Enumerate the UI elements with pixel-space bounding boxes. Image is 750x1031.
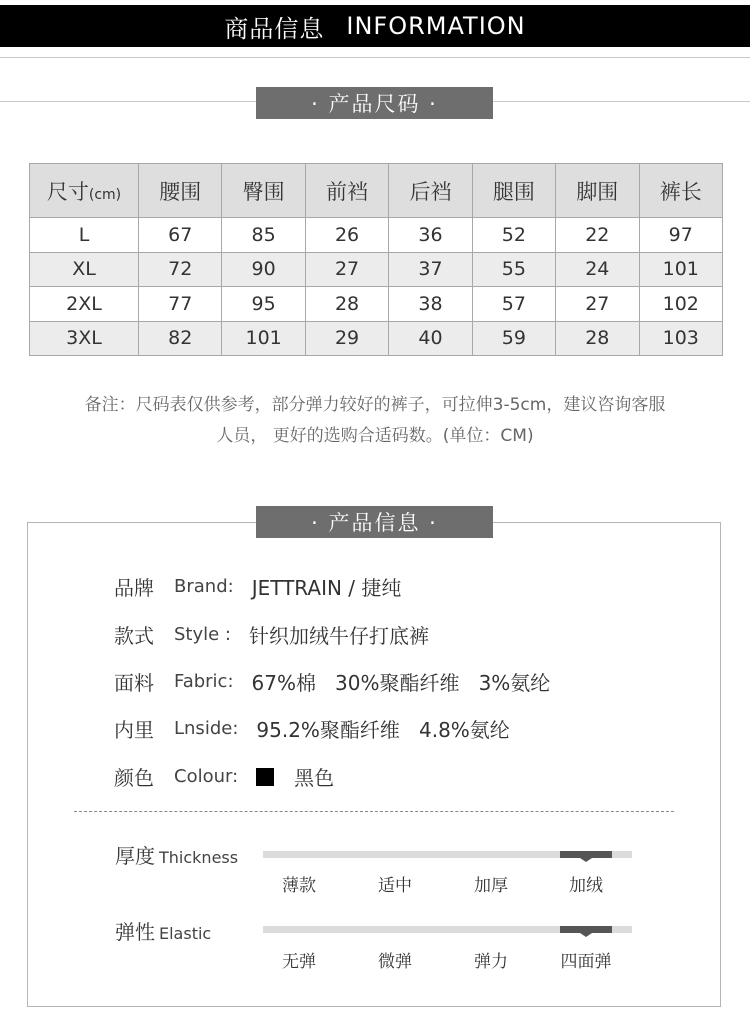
- table-cell: 38: [389, 287, 472, 322]
- table-cell: 101: [639, 252, 722, 287]
- size-note: [30, 390, 720, 452]
- size-header-cell: 尺寸(cm): [30, 164, 139, 218]
- column-header: 腿围: [472, 164, 555, 218]
- thickness-track: [263, 851, 632, 858]
- info-value: 95.2%聚酯纤维 4.8%氨纶: [256, 718, 510, 742]
- table-cell: 27: [305, 252, 388, 287]
- table-row: [30, 287, 723, 322]
- size-note-line: 备注：尺码表仅供参考，部分弹力较好的裤子，可拉伸3-5cm，建议咨询客服: [84, 395, 666, 415]
- table-cell: 28: [556, 321, 639, 356]
- table-cell: 82: [139, 321, 222, 356]
- colour-swatch: [256, 768, 274, 786]
- banner-title-en: INFORMATION: [346, 12, 526, 40]
- elastic-indicator: [560, 926, 612, 933]
- thickness-indicator: [560, 851, 612, 858]
- info-label-en: Style :: [174, 624, 231, 645]
- info-row-fabric: [114, 667, 550, 696]
- table-cell: 72: [139, 252, 222, 287]
- table-cell: 24: [556, 252, 639, 287]
- info-row-colour: [114, 762, 334, 791]
- elastic-option: 微弹: [378, 952, 412, 972]
- table-cell: 57: [472, 287, 555, 322]
- thickness-option: 加厚: [474, 876, 508, 896]
- table-cell: 102: [639, 287, 722, 322]
- table-cell: 90: [222, 252, 305, 287]
- table-cell: 67: [139, 218, 222, 253]
- table-cell: 37: [389, 252, 472, 287]
- table-cell: 22: [556, 218, 639, 253]
- info-value: 67%棉 30%聚酯纤维 3%氨纶: [251, 671, 551, 695]
- info-value: 针织加绒牛仔打底裤: [249, 624, 429, 648]
- table-cell: 40: [389, 321, 472, 356]
- column-header: 前裆: [305, 164, 388, 218]
- info-row-style: [114, 620, 429, 649]
- info-label-en: Lnside:: [174, 718, 239, 739]
- info-value: JETTRAIN / 捷纯: [251, 576, 402, 600]
- dashed-divider: [74, 811, 674, 812]
- elastic-label: 弹性 Elastic: [115, 920, 212, 944]
- info-label: 款式: [114, 624, 154, 648]
- elastic-track: [263, 926, 632, 933]
- column-header: 臀围: [222, 164, 305, 218]
- elastic-option: 弹力: [474, 952, 508, 972]
- size-table: [29, 163, 723, 356]
- table-cell: 103: [639, 321, 722, 356]
- table-row: [30, 321, 723, 356]
- thickness-option: 适中: [378, 876, 412, 896]
- table-cell: 95: [222, 287, 305, 322]
- table-cell: 28: [305, 287, 388, 322]
- table-cell: 29: [305, 321, 388, 356]
- table-cell: 101: [222, 321, 305, 356]
- table-cell: 36: [389, 218, 472, 253]
- table-cell: 26: [305, 218, 388, 253]
- info-label: 面料: [114, 671, 154, 695]
- info-label-en: Fabric:: [174, 671, 234, 692]
- size-cell: 2XL: [30, 287, 139, 322]
- thickness-option: 加绒: [569, 876, 603, 896]
- size-cell: L: [30, 218, 139, 253]
- table-row: [30, 252, 723, 287]
- thickness-label: 厚度 Thickness: [115, 844, 239, 868]
- top-banner: [0, 5, 750, 47]
- size-table-header: [30, 164, 723, 218]
- info-label: 品牌: [114, 576, 154, 600]
- thickness-option: 薄款: [282, 876, 316, 896]
- table-cell: 85: [222, 218, 305, 253]
- size-note-line: 人员， 更好的选购合适码数。(单位：CM): [216, 426, 534, 446]
- column-header: 裤长: [639, 164, 722, 218]
- elastic-option: 无弹: [282, 952, 316, 972]
- table-cell: 77: [139, 287, 222, 322]
- table-cell: 59: [472, 321, 555, 356]
- table-cell: 52: [472, 218, 555, 253]
- table-cell: 97: [639, 218, 722, 253]
- info-row-lining: [114, 714, 510, 743]
- divider-line: [0, 57, 750, 58]
- table-cell: 27: [556, 287, 639, 322]
- column-header: 后裆: [389, 164, 472, 218]
- size-cell: XL: [30, 252, 139, 287]
- info-label: 颜色: [114, 766, 154, 790]
- size-cell: 3XL: [30, 321, 139, 356]
- table-row: [30, 218, 723, 253]
- table-cell: 55: [472, 252, 555, 287]
- info-row-brand: [114, 572, 401, 601]
- info-section-title: · 产品信息 ·: [256, 506, 493, 538]
- column-header: 腰围: [139, 164, 222, 218]
- info-label-en: Colour:: [174, 766, 239, 787]
- elastic-option: 四面弹: [560, 952, 612, 972]
- info-label: 内里: [114, 718, 154, 742]
- banner-title-cn: 商品信息: [224, 14, 325, 43]
- info-label-en: Brand:: [174, 576, 234, 597]
- info-value: 黑色: [294, 766, 335, 790]
- column-header: 脚围: [556, 164, 639, 218]
- size-section-title: · 产品尺码 ·: [256, 87, 493, 119]
